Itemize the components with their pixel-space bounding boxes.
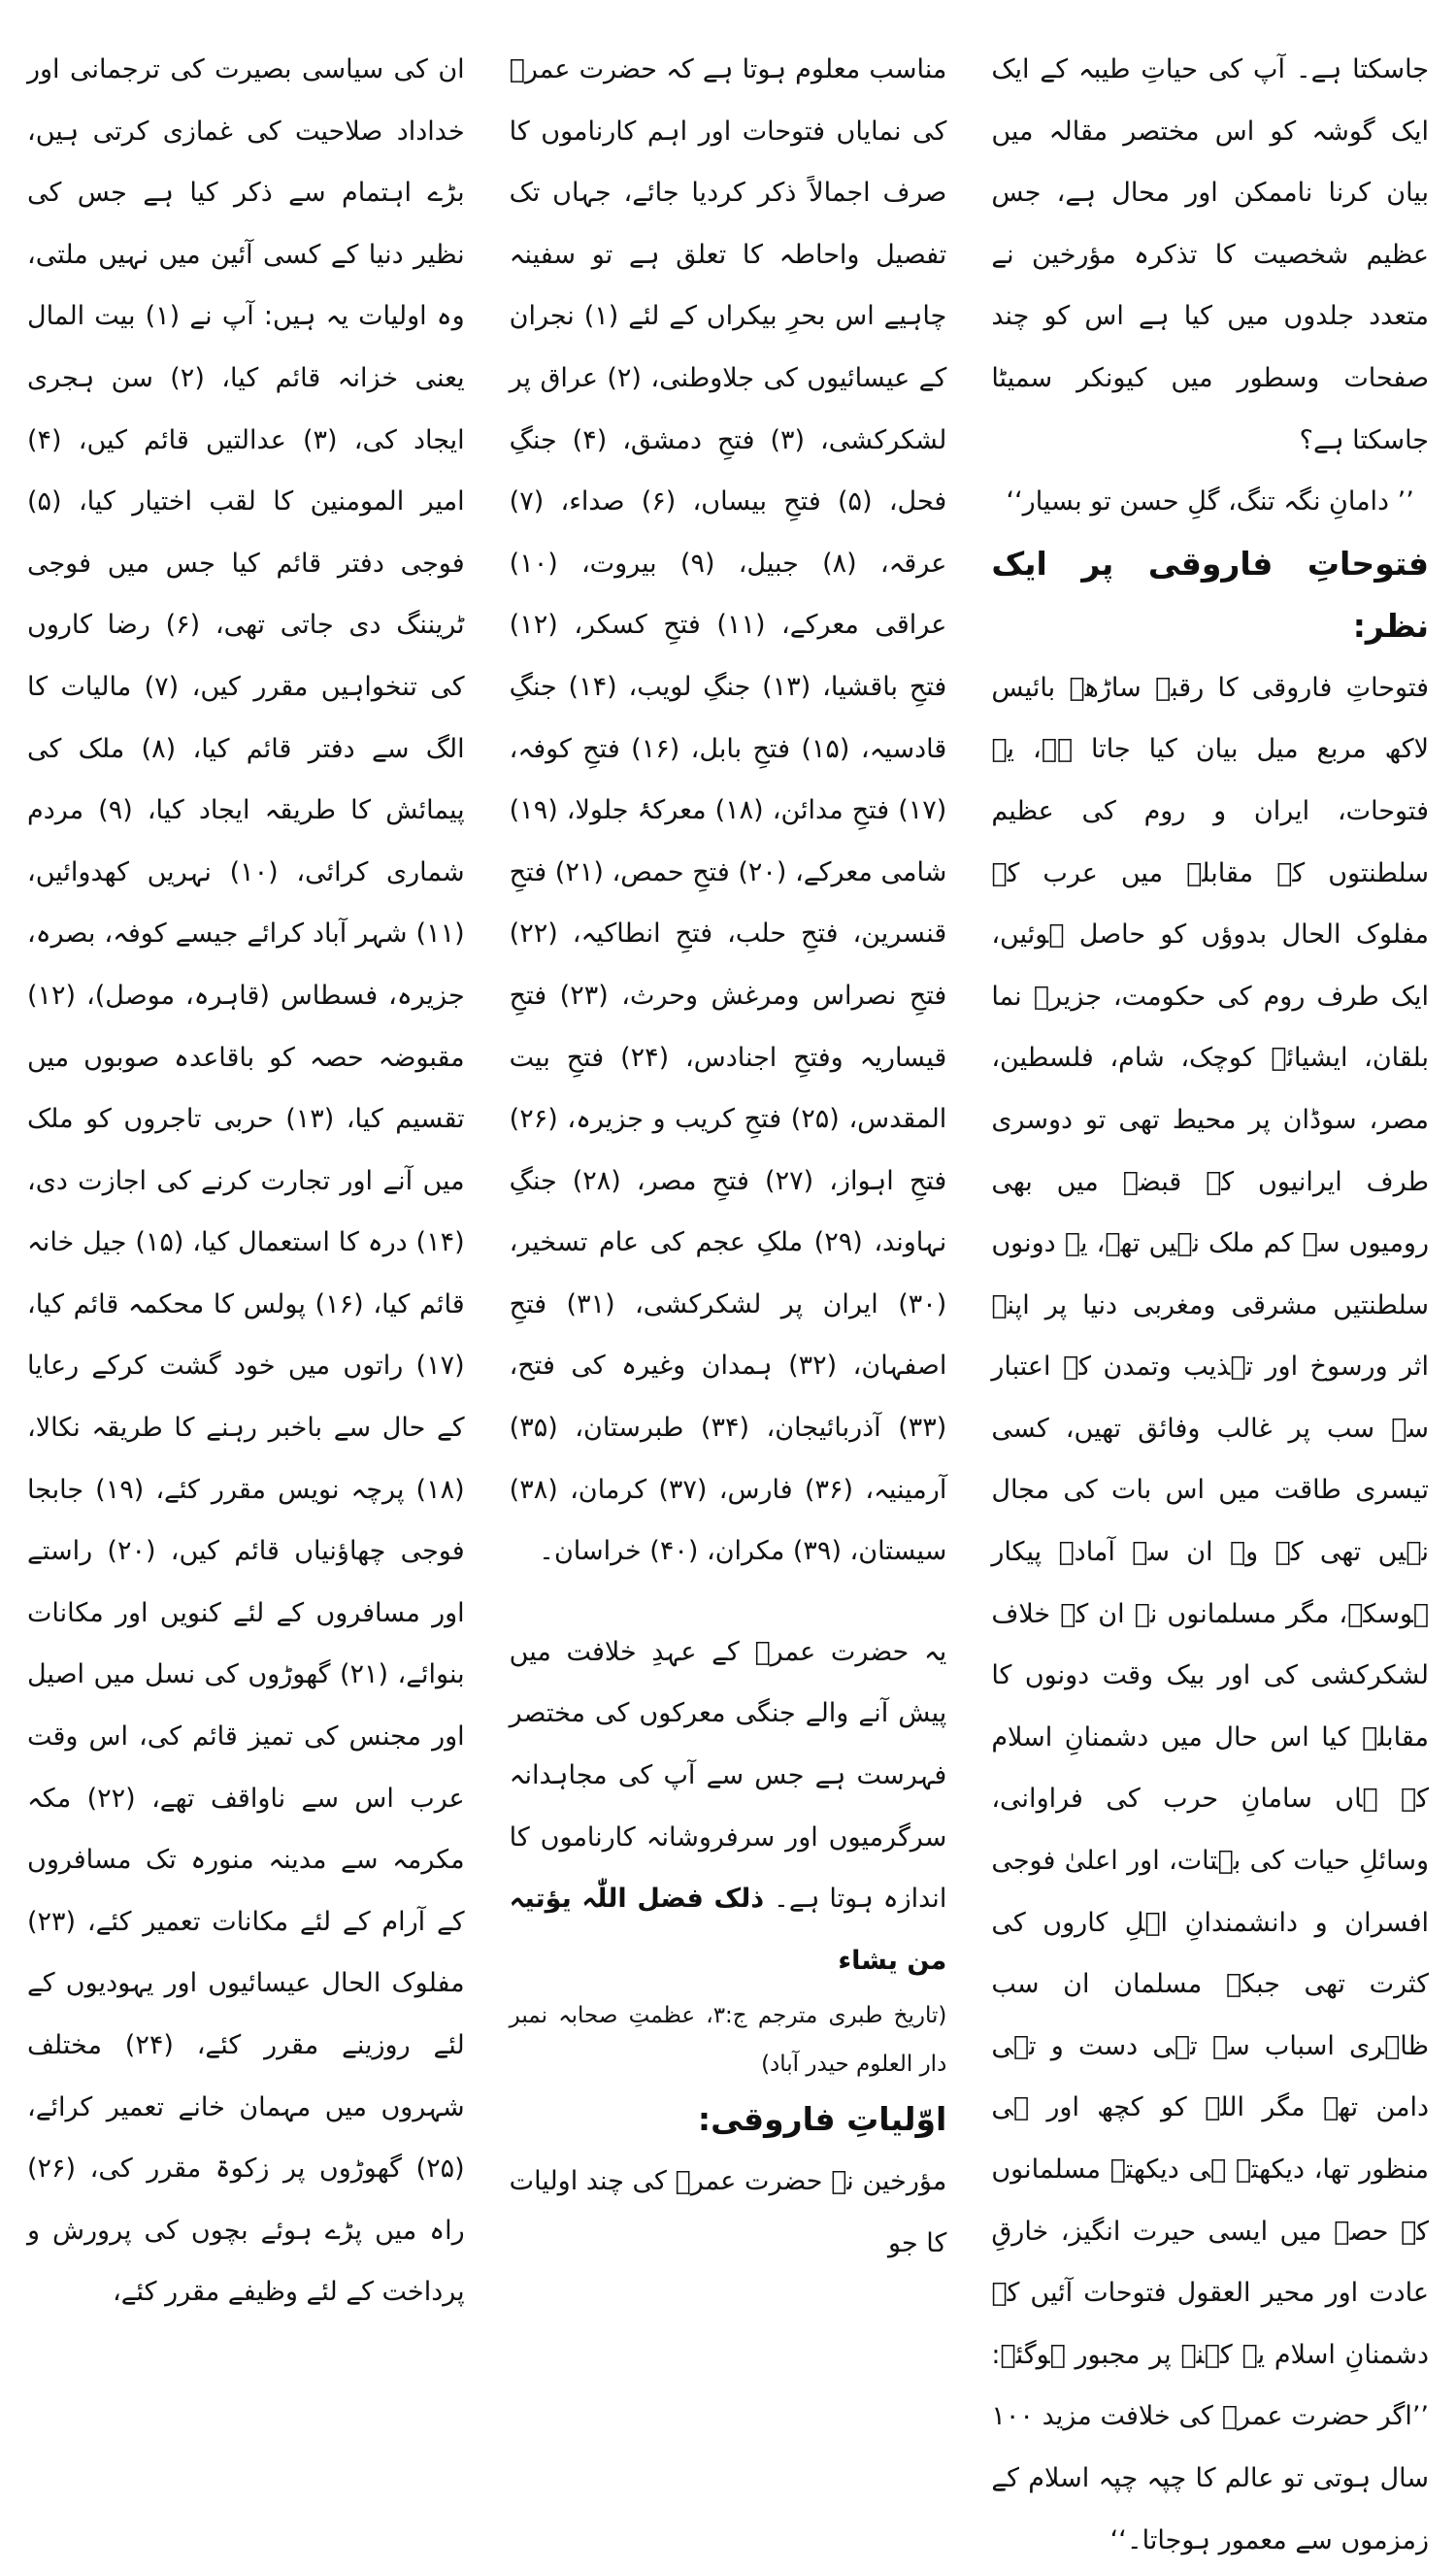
paragraph-gap [510, 1583, 947, 1621]
paragraph: مؤرخین نے حضرت عمرؓ کی چند اولیات کا جو [509, 2166, 947, 2258]
paragraph: ان کی سیاسی بصیرت کی ترجمانی اور خداداد صلاحیت کی غمازی کرتی ہیں، بڑے اہتمام سے ذکر کیا ہے جس کی نظیر دنیا کے کسی آئین میں نہیں ملتی، وہ اولیات یہ ہیں: آپ نے (۱) بیت المال یعنی خزانہ قائم کیا، (۲) سن ہجری ایجاد کی، (۳) عدالتیں قائم کیں، (۴) امیر المومنین کا لقب اختیار کیا، (۵) فوجی دفتر قائم کیا جس میں فوجی ٹریننگ دی جاتی تھی، (۶) رضا کاروں کی تنخواہیں مقرر کیں، (۷) مالیات کا الگ سے دفتر قائم کیا، (۸) ملک کی پیمائش کا طریقہ ایجاد کیا، (۹) مردم شماری کرائی، (۱۰) نہریں کھدوائیں، (۱۱) شہر آباد کرائے جیسے کوفہ، بصرہ، جزیرہ، فسطاس (قاہرہ، موصل)، (۱۲) مقبوضہ حصہ کو باقاعدہ صوبوں میں تقسیم کیا، (۱۳) حربی تاجروں کو ملک میں آنے اور تجارت کرنے کی اجازت دی، (۱۴) درہ کا استعمال کیا، (۱۵) جیل خانہ قائم کیا، (۱۶) پولس کا محکمہ قائم کیا، (۱۷) راتوں میں خود گشت کرکے رعایا کے حال سے باخبر رہنے کا طریقہ نکالا، (۱۸) پرچہ نویس مقرر کئے، (۱۹) جابجا فوجی چھاؤنیاں قائم کیں، (۲۰) راستے اور مسافروں کے لئے کنویں اور مکانات بنوائے، (۲۱) گھوڑوں کی نسل میں اصیل اور مجنس کی تمیز قائم کی، اس وقت عرب اس سے ناواقف تھے، (۲۲) مکہ مکرمہ سے مدینہ منورہ تک مسافروں کے آرام کے لئے مکانات تعمیر کئے، (۲۳) مفلوک الحال عیسائیوں اور یہودیوں کے لئے روزینے مقرر کئے، (۲۴) مختلف شہروں میں مہمان خانے تعمیر کرائے، (۲۵) گھوڑوں پر زکوۃ مقرر کی، (۲۶) راہ میں پڑے ہوئے بچوں کی پرورش و پرداخت کے لئے وظیفے مقرر کئے، [26, 54, 465, 2308]
section-heading: فتوحاتِ فاروقی پر ایک نظر: [991, 544, 1429, 645]
paragraph: فتوحاتِ فاروقی کا رقبہ ساڑھے بائیس لاکھ مربع میل بیان کیا جاتا ہے، یہ فتوحات، ایران و روم کی عظیم سلطنتوں کے مقابلہ میں عرب کے مفلوک الحال بدوؤں کو حاصل ہوئیں، ایک طرف روم کی حکومت، جزیرہ نما بلقان، ایشیائے کوچک، شام، فلسطین، مصر، سوڈان پر محیط تھی تو دوسری طرف ایرانیوں کے قبضہ میں بھی رومیوں سے کم ملک نہیں تھے، یہ دونوں سلطنتیں مشرقی ومغربی دنیا پر اپنے اثر ورسوخ اور تہذیب وتمدن کے اعتبار سے سب پر غالب وفائق تھیں، کسی تیسری طاقت میں اس بات کی مجال نہیں تھی کہ وہ ان سے آمادۂ پیکار ہوسکے، مگر مسلمانوں نے ان کے خلاف لشکرکشی کی اور بیک وقت دونوں کا مقابلہ کیا اس حال میں دشمنانِ اسلام کے ہاں سامانِ حرب کی فراوانی، وسائلِ حیات کی بہتات، اور اعلیٰ فوجی افسران و دانشمندانِ اہلِ کاروں کی کثرت تھی جبکہ مسلمان ان سب ظاہری اسباب سے تہی دست و تہی دامن تھے مگر اللہ کو کچھ اور ہی منظور تھا، دیکھتے ہی دیکھتے مسلمانوں کے حصے میں ایسی حیرت انگیز، خارقِ عادت اور محیر العقول فتوحات آئیں کہ دشمنانِ اسلام یہ کہنے پر مجبور ہوگئے: ’’اگر حضرت عمرؓ کی خلافت مزید ۱۰۰ سال ہوتی تو عالم کا چپہ چپہ اسلام کے زمزموں سے معمور ہوجاتا۔‘‘ [991, 672, 1429, 2555]
column-left [26, 39, 465, 2308]
paragraph: جاسکتا ہے۔ آپ کی حیاتِ طیبہ کے ایک ایک گوشہ کو اس مختصر مقالہ میں بیان کرنا ناممکن اور محال ہے، جس عظیم شخصیت کا تذکرہ مؤرخین نے متعدد جلدوں میں کیا ہے اس کو چند صفحات وسطور میں کیونکر سمیٹا جاسکتا ہے؟ [991, 54, 1429, 455]
paragraph [510, 1621, 947, 1992]
column-middle [509, 39, 947, 2258]
verse-line: ’’ دامانِ نگہ تنگ، گلِ حسن تو بسیار‘‘ [1006, 486, 1414, 518]
arabic-quote: ذلک فضل اللّٰہ یؤتیہ من یشاء [509, 1884, 947, 1976]
reference-citation: (تاریخ طبری مترجم ج:۳، عظمتِ صحابہ نمبر دار العلوم حیدر آباد) [509, 2003, 947, 2078]
column-right [991, 39, 1429, 2555]
paragraph-text: یہ حضرت عمرؓ کے عہدِ خلافت میں پیش آنے والے جنگی معرکوں کی مختصر فہرست ہے جس سے آپ کی مجاہدانہ سرگرمیوں اور سرفروشانہ کارناموں کا اندازہ ہوتا ہے۔ [509, 1636, 947, 1915]
paragraph: مناسب معلوم ہوتا ہے کہ حضرت عمرؓ کی نمایاں فتوحات اور اہم کارناموں کا صرف اجمالاً ذکر کردیا جائے، جہاں تک تفصیل واحاطہ کا تعلق ہے تو سفینہ چاہیے اس بحرِ بیکراں کے لئے (۱) نجران کے عیسائیوں کی جلاوطنی، (۲) عراق پر لشکرکشی، (۳) فتحِ دمشق، (۴) جنگِ فحل، (۵) فتحِ بیساں، (۶) صداء، (۷) عرقہ، (۸) جبیل، (۹) بیروت، (۱۰) عراقی معرکے، (۱۱) فتحِ کسکر، (۱۲) فتحِ باقشیا، (۱۳) جنگِ لویب، (۱۴) جنگِ قادسیہ، (۱۵) فتحِ بابل، (۱۶) فتحِ کوفہ، (۱۷) فتحِ مدائن، (۱۸) معرکۂ جلولا، (۱۹) شامی معرکے، (۲۰) فتحِ حمص، (۲۱) فتحِ قنسرین، فتحِ حلب، فتحِ انطاکیہ، (۲۲) فتحِ نصراس ومرغش وحرث، (۲۳) فتحِ قیساریہ وفتحِ اجنادس، (۲۴) فتحِ بیت المقدس، (۲۵) فتحِ کریب و جزیرہ، (۲۶) فتحِ اہواز، (۲۷) فتحِ مصر، (۲۸) جنگِ نہاوند، (۲۹) ملکِ عجم کی عام تسخیر، (۳۰) ایران پر لشکرکشی، (۳۱) فتحِ اصفہان، (۳۲) ہمدان وغیرہ کی فتح، (۳۳) آذربائیجان، (۳۴) طبرستان، (۳۵) آرمینیہ، (۳۶) فارس، (۳۷) کرمان، (۳۸) سیستان، (۳۹) مکران، (۴۰) خراسان۔ [509, 54, 947, 1567]
section-heading: اوّلیاتِ فاروقی: [697, 2100, 947, 2139]
